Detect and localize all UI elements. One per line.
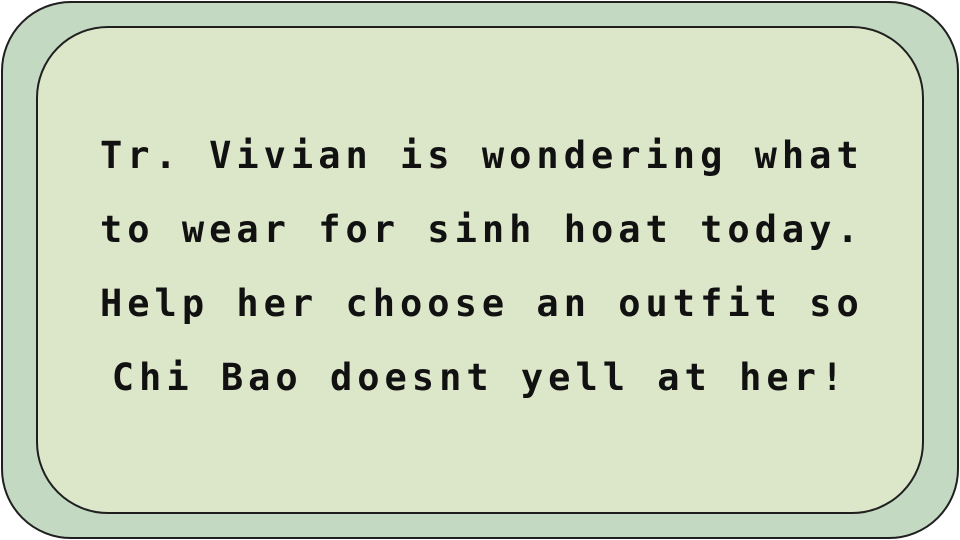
message-line-4: Chi Bao doesnt yell at her!	[111, 356, 849, 399]
message-line-1: Tr. Vivian is wondering what	[100, 134, 864, 177]
message-text	[100, 119, 864, 421]
message-card	[36, 26, 924, 514]
message-line-3: Help her choose an outfit so	[100, 282, 864, 325]
message-line-2: to wear for sinh hoat today.	[100, 208, 864, 251]
